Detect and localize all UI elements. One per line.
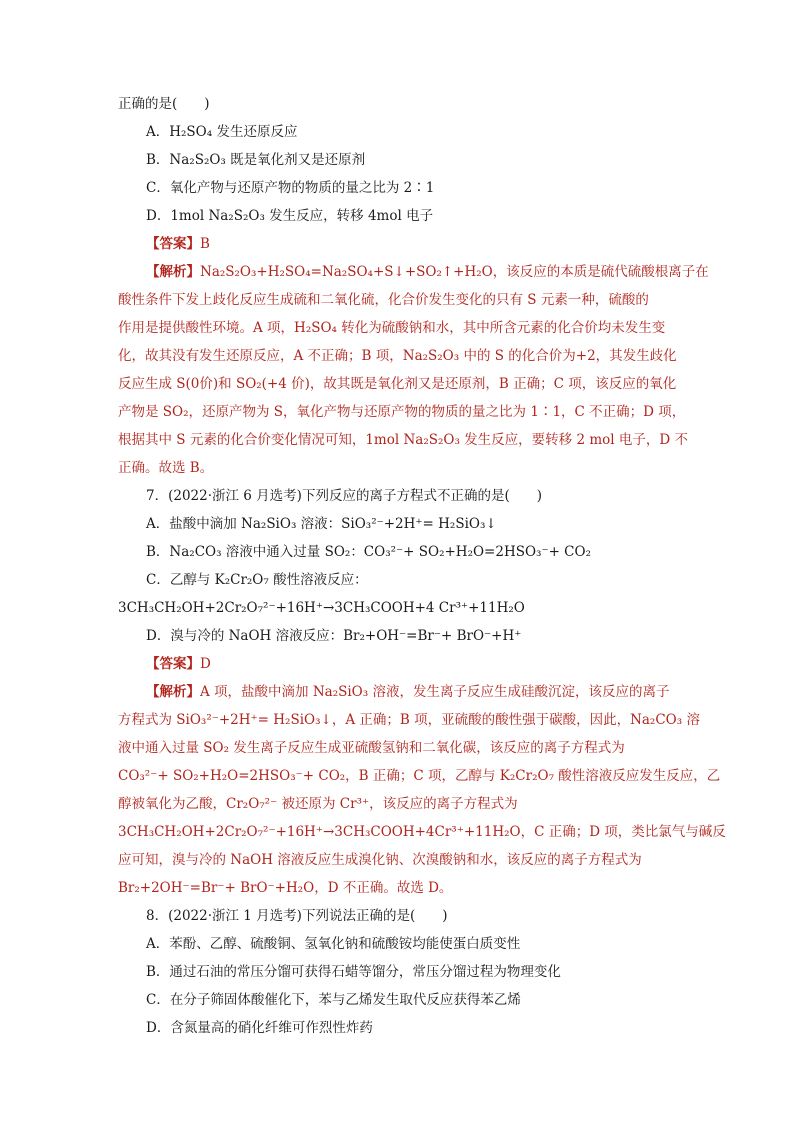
q7-option-d: D．溴与冷的 NaOH 溶液反应：Br₂+OH⁻=Br⁻+ BrO⁻+H⁺ (146, 628, 522, 644)
q6-analysis-line (146, 262, 709, 282)
q7-analysis-line: 3CH₃CH₂OH+2Cr₂O₇²⁻+16H⁺→3CH₃COOH+4Cr³⁺+11H₂O，C 正确；D 项，类比氯气与碱反 (118, 824, 726, 840)
q7-analysis-line: 应可知，溴与冷的 NaOH 溶液反应生成溴化钠、次溴酸钠和水，该反应的离子方程式为 (118, 852, 642, 868)
q6-option-a: A．H₂SO₄ 发生还原反应 (146, 124, 298, 140)
q7-option-a: A．盐酸中滴加 Na₂SiO₃ 溶液：SiO₃²⁻+2H⁺= H₂SiO₃↓ (146, 516, 497, 532)
q6-analysis-line: 作用是提供酸性环境。A 项，H₂SO₄ 转化为硫酸钠和水，其中所含元素的化合价均未发生变 (118, 320, 666, 336)
q6-option-d: D．1mol Na₂S₂O₃ 发生反应，转移 4mol 电子 (146, 208, 434, 224)
answer-label: 【答案】 (146, 236, 200, 252)
q8-option-b: B．通过石油的常压分馏可获得石蜡等馏分，常压分馏过程为物理变化 (146, 964, 561, 980)
q6-option-b: B．Na₂S₂O₃ 既是氧化剂又是还原剂 (146, 152, 366, 168)
q6-analysis-line: 酸性条件下发上歧化反应生成硫和二氧化硫，化合价发生变化的只有 S 元素一种，硫酸的 (118, 292, 649, 308)
answer-value: D (200, 656, 211, 672)
q7-option-c-equation: 3CH₃CH₂OH+2Cr₂O₇²⁻+16H⁺→3CH₃COOH+4 Cr³⁺+11H₂O (118, 600, 525, 616)
q8-option-d: D．含氮量高的硝化纤维可作烈性炸药 (146, 1020, 373, 1036)
q6-option-c: C．氧化产物与还原产物的物质的量之比为 2∶1 (146, 180, 435, 196)
q6-analysis-line: 反应生成 S(0价)和 SO₂(+4 价)，故其既是氧化剂又是还原剂，B 正确；C 项，该反应的氧化 (118, 376, 677, 392)
q6-analysis-line: 正确。故选 B。 (118, 460, 214, 476)
q7-analysis-line: 方程式为 SiO₃²⁻+2H⁺= H₂SiO₃↓，A 正确；B 项，亚硫酸的酸性强于碳酸，因此，Na₂CO₃ 溶 (118, 712, 700, 728)
q7-option-b: B．Na₂CO₃ 溶液中通入过量 SO₂：CO₃²⁻+ SO₂+H₂O=2HSO₃⁻+ CO₂ (146, 544, 591, 560)
q7-option-c: C．乙醇与 K₂Cr₂O₇ 酸性溶液反应： (146, 572, 368, 588)
analysis-text: Na₂S₂O₃+H₂SO₄=Na₂SO₄+S↓+SO₂↑+H₂O，该反应的本质是硫代硫酸根离子在 (200, 264, 709, 280)
q6-analysis-line: 产物是 SO₂，还原产物为 S，氧化产物与还原产物的物质的量之比为 1∶1，C 不正确；D 项， (118, 404, 686, 420)
q7-analysis-line: CO₃²⁻+ SO₂+H₂O=2HSO₃⁻+ CO₂，B 正确；C 项，乙醇与 K₂Cr₂O₇ 酸性溶液反应发生反应，乙 (118, 768, 721, 784)
analysis-text: A 项，盐酸中滴加 Na₂SiO₃ 溶液，发生离子反应生成硅酸沉淀，该反应的离子 (200, 684, 670, 700)
q7-analysis-line: Br₂+2OH⁻=Br⁻+ BrO⁻+H₂O，D 不正确。故选 D。 (118, 880, 453, 896)
q8-stem: 8．(2022·浙江 1 月选考)下列说法正确的是( ) (146, 908, 448, 924)
q7-analysis-line: 液中通入过量 SO₂ 发生离子反应生成亚硫酸氢钠和二氧化碳，该反应的离子方程式为 (118, 740, 625, 756)
q6-analysis-line: 化，故其没有发生还原反应，A 不正确；B 项，Na₂S₂O₃ 中的 S 的化合价为+2，其发生歧化 (118, 348, 677, 364)
answer-label: 【答案】 (146, 656, 200, 672)
q7-analysis-line: 醇被氧化为乙酸，Cr₂O₇²⁻ 被还原为 Cr³⁺，该反应的离子方程式为 (118, 796, 518, 812)
analysis-label: 【解析】 (146, 684, 200, 700)
q6-analysis-line: 根据其中 S 元素的化合价变化情况可知，1mol Na₂S₂O₃ 发生反应，要转移 2 mol 电子，D 不 (118, 432, 688, 448)
q7-answer (146, 654, 211, 674)
answer-value: B (200, 236, 210, 252)
q8-option-a: A．苯酚、乙醇、硫酸铜、氢氧化钠和硫酸铵均能使蛋白质变性 (146, 936, 521, 952)
q7-stem: 7．(2022·浙江 6 月选考)下列反应的离子方程式不正确的是( ) (146, 488, 542, 504)
q7-analysis-line (146, 682, 669, 702)
q6-answer (146, 234, 210, 254)
analysis-label: 【解析】 (146, 264, 200, 280)
q6-stem-tail: 正确的是( ) (118, 96, 210, 112)
q8-option-c: C．在分子筛固体酸催化下，苯与乙烯发生取代反应获得苯乙烯 (146, 992, 521, 1008)
